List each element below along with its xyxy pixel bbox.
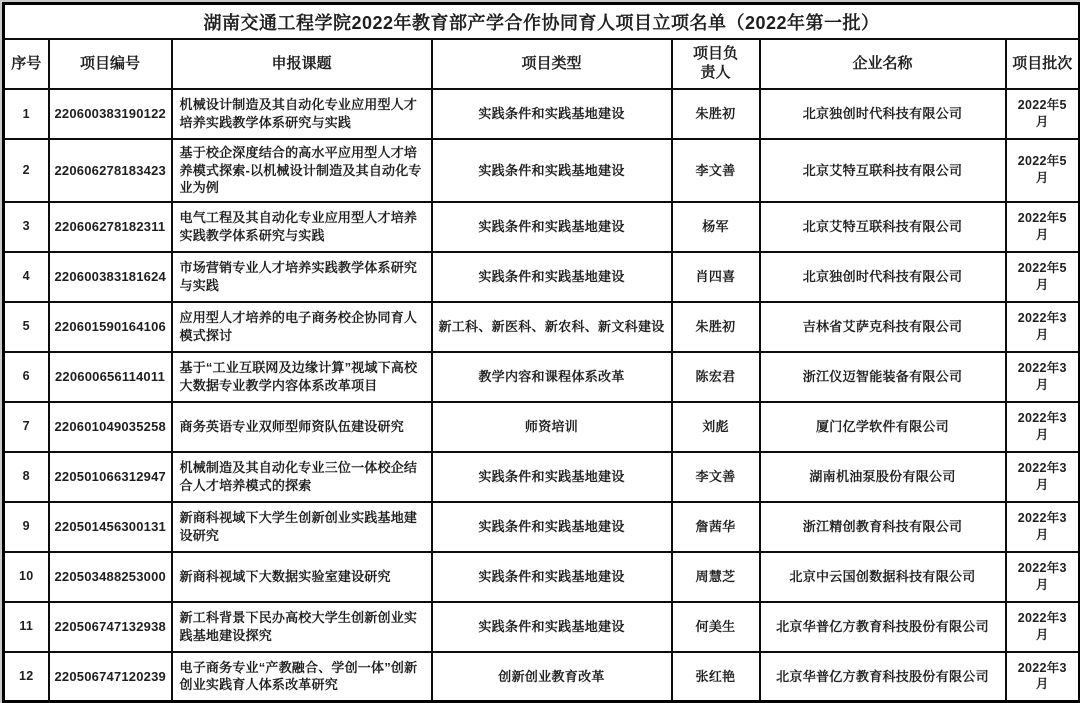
column-header-company: 企业名称 bbox=[760, 39, 1006, 89]
cell-seq: 6 bbox=[4, 352, 49, 402]
cell-company: 北京中云国创数据科技有限公司 bbox=[760, 552, 1006, 602]
cell-code: 220600383181624 bbox=[49, 252, 172, 302]
cell-leader: 朱胜初 bbox=[672, 89, 760, 139]
cell-type: 教学内容和课程体系改革 bbox=[432, 352, 672, 402]
cell-batch: 2022年3月 bbox=[1006, 652, 1080, 702]
cell-type: 实践条件和实践基地建设 bbox=[432, 602, 672, 652]
cell-company: 浙江仪迈智能装备有限公司 bbox=[760, 352, 1006, 402]
cell-topic: 新商科视域下大学生创新创业实践基地建设研究 bbox=[172, 502, 432, 552]
cell-company: 北京艾特互联科技有限公司 bbox=[760, 202, 1006, 252]
cell-topic: 基于“工业互联网及边缘计算”视域下高校大数据专业教学内容体系改革项目 bbox=[172, 352, 432, 402]
cell-code: 220501456300131 bbox=[49, 502, 172, 552]
cell-code: 220503488253000 bbox=[49, 552, 172, 602]
cell-company: 湖南机油泵股份有限公司 bbox=[760, 452, 1006, 502]
cell-type: 实践条件和实践基地建设 bbox=[432, 139, 672, 202]
cell-seq: 7 bbox=[4, 402, 49, 452]
cell-type: 实践条件和实践基地建设 bbox=[432, 89, 672, 139]
cell-company: 北京华普亿方教育科技股份有限公司 bbox=[760, 602, 1006, 652]
cell-type: 新工科、新医科、新农科、新文科建设 bbox=[432, 302, 672, 352]
cell-seq: 4 bbox=[4, 252, 49, 302]
cell-code: 220606278182311 bbox=[49, 202, 172, 252]
table-row bbox=[4, 139, 1080, 202]
cell-seq: 3 bbox=[4, 202, 49, 252]
column-header-type: 项目类型 bbox=[432, 39, 672, 89]
cell-company: 北京艾特互联科技有限公司 bbox=[760, 139, 1006, 202]
cell-company: 北京华普亿方教育科技股份有限公司 bbox=[760, 652, 1006, 702]
table-row bbox=[4, 452, 1080, 502]
cell-batch: 2022年5月 bbox=[1006, 139, 1080, 202]
cell-batch: 2022年5月 bbox=[1006, 89, 1080, 139]
cell-topic: 市场营销专业人才培养实践教学体系研究与实践 bbox=[172, 252, 432, 302]
cell-seq: 10 bbox=[4, 552, 49, 602]
cell-type: 实践条件和实践基地建设 bbox=[432, 252, 672, 302]
table-row bbox=[4, 302, 1080, 352]
cell-type: 实践条件和实践基地建设 bbox=[432, 502, 672, 552]
cell-leader: 何美生 bbox=[672, 602, 760, 652]
cell-batch: 2022年3月 bbox=[1006, 302, 1080, 352]
cell-leader: 刘彪 bbox=[672, 402, 760, 452]
column-header-batch: 项目批次 bbox=[1006, 39, 1080, 89]
column-header-code: 项目编号 bbox=[49, 39, 172, 89]
cell-batch: 2022年5月 bbox=[1006, 202, 1080, 252]
cell-type: 创新创业教育改革 bbox=[432, 652, 672, 702]
cell-topic: 新工科背景下民办高校大学生创新创业实践基地建设探究 bbox=[172, 602, 432, 652]
cell-leader: 肖四喜 bbox=[672, 252, 760, 302]
cell-code: 220501066312947 bbox=[49, 452, 172, 502]
cell-leader: 李文善 bbox=[672, 452, 760, 502]
cell-leader: 詹茜华 bbox=[672, 502, 760, 552]
table-row bbox=[4, 602, 1080, 652]
cell-topic: 电子商务专业“产教融合、学创一体”创新创业实践育人体系改革研究 bbox=[172, 652, 432, 702]
cell-type: 师资培训 bbox=[432, 402, 672, 452]
cell-leader: 周慧芝 bbox=[672, 552, 760, 602]
cell-code: 220600383190122 bbox=[49, 89, 172, 139]
cell-topic: 应用型人才培养的电子商务校企协同育人模式探讨 bbox=[172, 302, 432, 352]
cell-seq: 2 bbox=[4, 139, 49, 202]
document-sheet bbox=[2, 2, 1078, 703]
column-header-topic: 申报课题 bbox=[172, 39, 432, 89]
cell-company: 北京独创时代科技有限公司 bbox=[760, 252, 1006, 302]
cell-leader: 陈宏君 bbox=[672, 352, 760, 402]
cell-batch: 2022年3月 bbox=[1006, 402, 1080, 452]
table-row bbox=[4, 352, 1080, 402]
page-title: 湖南交通工程学院2022年教育部产学合作协同育人项目立项名单（2022年第一批） bbox=[4, 4, 1080, 40]
cell-code: 220601590164106 bbox=[49, 302, 172, 352]
cell-code: 220600656114011 bbox=[49, 352, 172, 402]
cell-leader: 朱胜初 bbox=[672, 302, 760, 352]
cell-batch: 2022年3月 bbox=[1006, 502, 1080, 552]
cell-code: 220506747132938 bbox=[49, 602, 172, 652]
cell-batch: 2022年3月 bbox=[1006, 552, 1080, 602]
cell-seq: 11 bbox=[4, 602, 49, 652]
project-list-table bbox=[2, 2, 1080, 703]
cell-company: 厦门亿学软件有限公司 bbox=[760, 402, 1006, 452]
cell-topic: 电气工程及其自动化专业应用型人才培养实践教学体系研究与实践 bbox=[172, 202, 432, 252]
cell-code: 220506747120239 bbox=[49, 652, 172, 702]
header-row bbox=[4, 39, 1080, 89]
table-row bbox=[4, 502, 1080, 552]
cell-seq: 12 bbox=[4, 652, 49, 702]
cell-topic: 机械制造及其自动化专业三位一体校企结合人才培养模式的探索 bbox=[172, 452, 432, 502]
cell-code: 220606278183423 bbox=[49, 139, 172, 202]
cell-leader: 张红艳 bbox=[672, 652, 760, 702]
cell-topic: 商务英语专业双师型师资队伍建设研究 bbox=[172, 402, 432, 452]
table-row bbox=[4, 652, 1080, 702]
cell-topic: 基于校企深度结合的高水平应用型人才培养模式探索-以机械设计制造及其自动化专业为例 bbox=[172, 139, 432, 202]
column-header-seq: 序号 bbox=[4, 39, 49, 89]
cell-seq: 1 bbox=[4, 89, 49, 139]
cell-company: 吉林省艾萨克科技有限公司 bbox=[760, 302, 1006, 352]
cell-company: 浙江精创教育科技有限公司 bbox=[760, 502, 1006, 552]
cell-leader: 杨军 bbox=[672, 202, 760, 252]
table-row bbox=[4, 552, 1080, 602]
cell-code: 220601049035258 bbox=[49, 402, 172, 452]
cell-batch: 2022年3月 bbox=[1006, 452, 1080, 502]
cell-seq: 8 bbox=[4, 452, 49, 502]
table-row bbox=[4, 252, 1080, 302]
table-row bbox=[4, 202, 1080, 252]
table-row bbox=[4, 89, 1080, 139]
table-body bbox=[4, 89, 1080, 702]
cell-company: 北京独创时代科技有限公司 bbox=[760, 89, 1006, 139]
cell-batch: 2022年3月 bbox=[1006, 602, 1080, 652]
cell-type: 实践条件和实践基地建设 bbox=[432, 552, 672, 602]
cell-topic: 机械设计制造及其自动化专业应用型人才培养实践教学体系研究与实践 bbox=[172, 89, 432, 139]
cell-seq: 9 bbox=[4, 502, 49, 552]
cell-leader: 李文善 bbox=[672, 139, 760, 202]
column-header-leader: 项目负责人 bbox=[672, 39, 760, 89]
cell-topic: 新商科视域下大数据实验室建设研究 bbox=[172, 552, 432, 602]
cell-batch: 2022年5月 bbox=[1006, 252, 1080, 302]
table-row bbox=[4, 402, 1080, 452]
cell-type: 实践条件和实践基地建设 bbox=[432, 202, 672, 252]
cell-seq: 5 bbox=[4, 302, 49, 352]
cell-type: 实践条件和实践基地建设 bbox=[432, 452, 672, 502]
title-row bbox=[4, 4, 1080, 40]
cell-batch: 2022年3月 bbox=[1006, 352, 1080, 402]
